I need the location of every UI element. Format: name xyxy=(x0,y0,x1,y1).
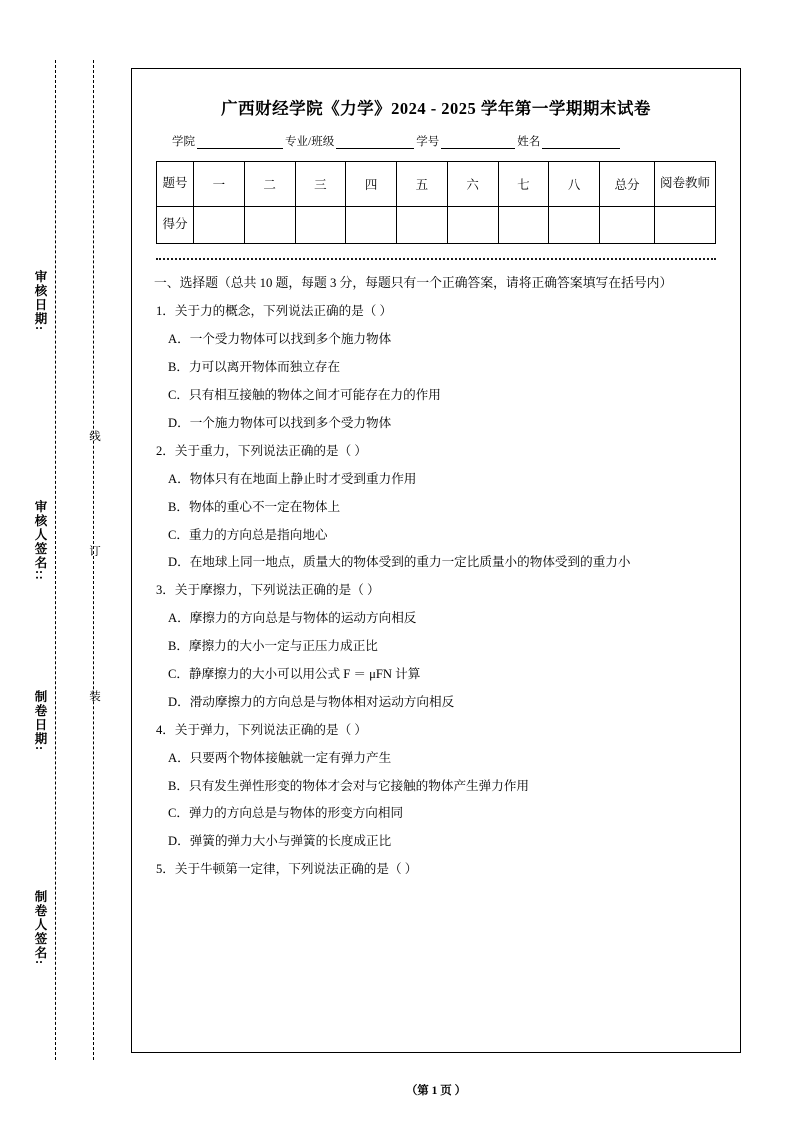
reviewer-signature-label: 审核人签名:: xyxy=(33,500,47,582)
field-name-label: 姓名 xyxy=(517,136,541,148)
question-option: D．一个施力物体可以找到多个受力物体 xyxy=(168,415,392,430)
score-cell-total[interactable] xyxy=(600,207,655,244)
question-option: B．力可以离开物体而独立存在 xyxy=(168,360,341,375)
question-option: D．在地球上同一地点，质量大的物体受到的重力一定比质量小的物体受到的重力小 xyxy=(168,555,631,570)
dotted-separator xyxy=(156,258,716,260)
score-cell-teacher[interactable] xyxy=(655,207,716,244)
question-stem: 2．关于重力，下列说法正确的是（ ） xyxy=(156,443,367,458)
field-major-class xyxy=(285,133,416,149)
review-date-label: 审核日期: xyxy=(33,270,47,332)
score-cell-2[interactable] xyxy=(244,207,295,244)
score-table-row-header-question: 题号 xyxy=(157,162,194,207)
score-cell-5[interactable] xyxy=(397,207,448,244)
page-title: 广西财经学院《力学》2024 - 2025 学年第一学期期末试卷 xyxy=(221,99,651,118)
question-option: D．弹簧的弹力大小与弹簧的长度成正比 xyxy=(168,834,392,849)
score-table-col-1: 一 xyxy=(194,162,245,207)
score-cell-1[interactable] xyxy=(194,207,245,244)
question-option: A．只要两个物体接触就一定有弹力产生 xyxy=(168,750,392,765)
score-cell-6[interactable] xyxy=(447,207,498,244)
margin-dashed-line-inner xyxy=(93,60,94,1060)
score-table-col-6: 六 xyxy=(447,162,498,207)
score-table-col-8: 八 xyxy=(549,162,600,207)
question-option: B．摩擦力的大小一定与正压力成正比 xyxy=(168,639,378,654)
seal-mark-pack: 装 xyxy=(88,690,100,704)
field-college xyxy=(172,133,285,149)
student-info-line xyxy=(154,133,718,149)
paper-date-label: 制卷日期: xyxy=(33,690,47,752)
score-cell-3[interactable] xyxy=(295,207,346,244)
field-major-class-label: 专业/班级 xyxy=(285,136,335,148)
field-college-label: 学院 xyxy=(172,136,195,148)
question-option: C．静摩擦力的大小可以用公式 F ＝ μFN 计算 xyxy=(168,666,421,681)
question-option: C．只有相互接触的物体之间才可能存在力的作用 xyxy=(168,388,441,403)
question-option: B．只有发生弹性形变的物体才会对与它接触的物体产生弹力作用 xyxy=(168,778,530,793)
score-table-col-3: 三 xyxy=(295,162,346,207)
question-stem: 1．关于力的概念，下列说法正确的是（ ） xyxy=(156,304,393,319)
seal-mark-line: 线 xyxy=(88,430,100,444)
paper-author-signature-label: 制卷人签名: xyxy=(33,890,47,966)
question-stem: 4．关于弹力，下列说法正确的是（ ） xyxy=(156,722,367,737)
score-table-col-4: 四 xyxy=(346,162,397,207)
question-option: A．一个受力物体可以找到多个施力物体 xyxy=(168,332,392,347)
question-option: C．弹力的方向总是与物体的形变方向相同 xyxy=(168,806,404,821)
field-student-id xyxy=(416,133,517,149)
page-footer: （第 1 页 ） xyxy=(405,1085,467,1097)
question-option: D．滑动摩擦力的方向总是与物体相对运动方向相反 xyxy=(168,694,455,709)
question-stem: 3．关于摩擦力，下列说法正确的是（ ） xyxy=(156,583,380,598)
score-table-col-7: 七 xyxy=(498,162,549,207)
table-row xyxy=(157,162,716,207)
margin-dashed-line-outer xyxy=(55,60,56,1060)
question-option: B．物体的重心不一定在物体上 xyxy=(168,499,341,514)
question-option: C．重力的方向总是指向地心 xyxy=(168,527,328,542)
field-student-id-input[interactable] xyxy=(441,137,515,149)
score-table-row-header-score: 得分 xyxy=(157,207,194,244)
field-college-input[interactable] xyxy=(197,137,283,149)
exam-paper-box xyxy=(131,68,741,1097)
score-table-col-2: 二 xyxy=(244,162,295,207)
score-table-total-label: 总分 xyxy=(600,162,655,207)
score-table-teacher-label: 阅卷教师 xyxy=(655,162,716,207)
seal-mark-bind: 订 xyxy=(88,545,100,559)
score-cell-4[interactable] xyxy=(346,207,397,244)
section-heading-choice: 一、选择题（总共 10 题，每题 3 分，每题只有一个正确答案，请将正确答案填写在括号内） xyxy=(154,276,673,290)
score-cell-8[interactable] xyxy=(549,207,600,244)
field-name xyxy=(517,133,622,149)
field-major-class-input[interactable] xyxy=(336,137,414,149)
score-table-col-5: 五 xyxy=(397,162,448,207)
question-option: A．物体只有在地面上静止时才受到重力作用 xyxy=(168,471,417,486)
score-cell-7[interactable] xyxy=(498,207,549,244)
field-student-id-label: 学号 xyxy=(416,136,440,148)
left-margin-strip xyxy=(0,0,130,1122)
table-row xyxy=(157,207,716,244)
question-option: A．摩擦力的方向总是与物体的运动方向相反 xyxy=(168,611,417,626)
score-table xyxy=(156,161,716,244)
question-stem: 5．关于牛顿第一定律，下列说法正确的是（ ） xyxy=(156,862,418,877)
field-name-input[interactable] xyxy=(542,137,620,149)
